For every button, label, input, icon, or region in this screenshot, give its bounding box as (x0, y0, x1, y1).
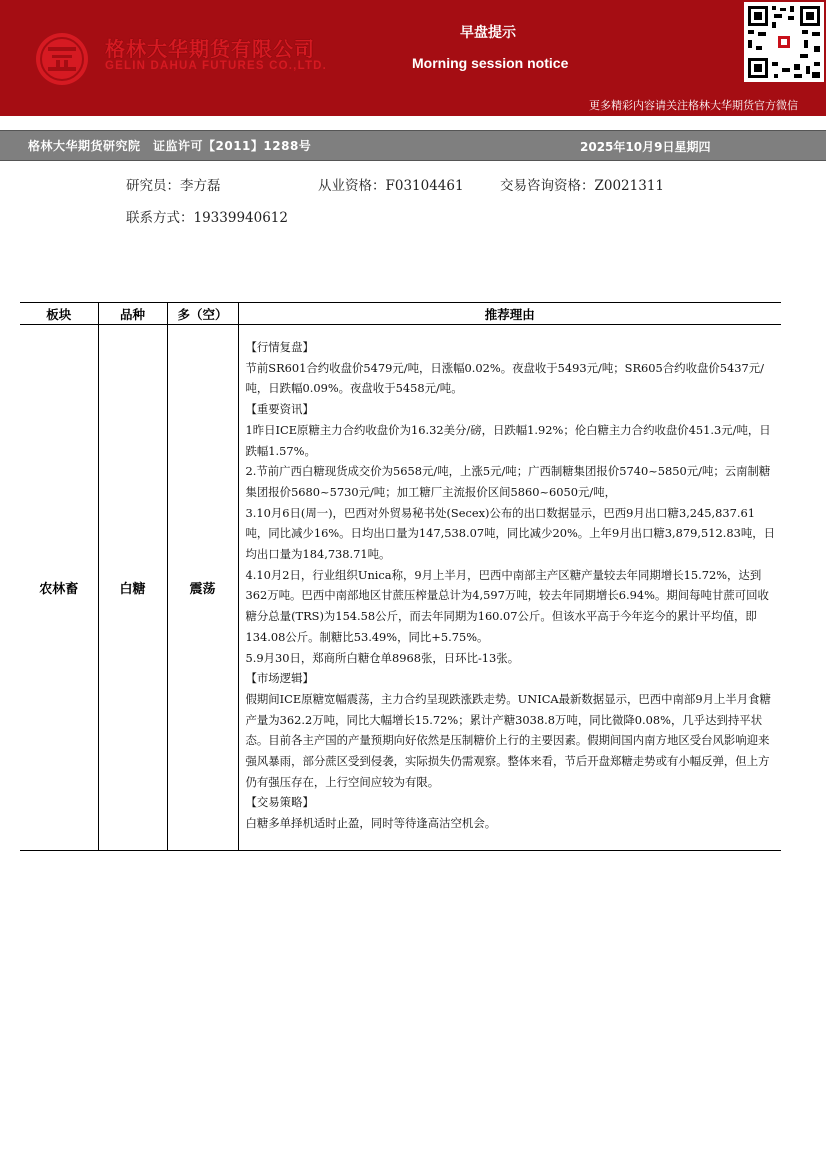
header-direction: 多（空） (167, 303, 238, 325)
recommendation-table (20, 302, 781, 851)
report-date: 2025年10月9日星期四 (580, 140, 711, 154)
reason-line: 【交易策略】 (245, 795, 314, 810)
header-sector: 板块 (20, 303, 98, 325)
reason-line: 3.10月6日(周一)，巴西对外贸易秘书处(Secex)公布的出口数据显示，巴西9月出口糖3,245,837.61吨，同比减少16%。日均出口量为147,538.07吨，同比减少20%。上年9月出口糖3,879,512.83吨，日均出口量为184,738.71吨。 (245, 505, 776, 562)
reason-line: 白糖多单择机适时止盈，同时等待逢高沽空机会。 (245, 816, 497, 831)
reason-line: 4.10月2日，行业组织Unica称，9月上半月，巴西中南部主产区糖产量较去年同期增长15.72%，达到362万吨。巴西中南部地区甘蔗压榨量总计为4,597万吨，较去年同期增长6.94%。期间每吨甘蔗可回收糖分总量(TRS)为154.58公斤，而去年同期为160.07公斤。但该水平高于今年迄今的累计平均值，即134.08公斤。制糖比53.49%，同比+5.75%。 (245, 567, 769, 644)
company-name-cn: 格林大华期货有限公司 (105, 37, 315, 61)
report-title-cn: 早盘提示 (460, 25, 516, 41)
reason-line: 5.9月30日，郑商所白糖仓单8968张，日环比-13张。 (245, 650, 520, 665)
reason-line: 假期间ICE原糖宽幅震荡，主力合约呈现跌涨跌走势。UNICA最新数据显示，巴西中南部9月上半月食糖产量为362.2万吨，同比大幅增长15.72%；累计产糖3038.8万吨，同比微降0.08%，几乎达到持平状态。目前各主产国的产量预期向好依然是压制糖价上行的主要因素。假期间国内南方地区受台风影响迎来强风暴雨，部分蔗区受到侵袭，实际损失仍需观察。整体来看，节后开盘郑糖走势或有小幅反弹，但上方仍有强压存在，上行空间应较为有限。 (245, 691, 771, 789)
institute-license: 格林大华期货研究院 证监许可【2011】1288号 (28, 139, 312, 153)
reason-line: 【行情复盘】 (245, 340, 314, 354)
header-product: 品种 (98, 303, 167, 325)
table-row (20, 325, 781, 851)
reason-line: 2.节前广西白糖现货成交价为5658元/吨，上涨5元/吨；广西制糖集团报价5740~5850元/吨；云南制糖集团报价5680~5730元/吨；加工糖厂主流报价区间5860~6050元/吨， (245, 464, 771, 499)
cell-product: 白糖 (98, 325, 167, 851)
table-header-row (20, 303, 781, 325)
cell-direction: 震荡 (167, 325, 238, 851)
qualification: 从业资格：F03104461 (318, 178, 464, 194)
reason-line: 【重要资讯】 (245, 402, 314, 417)
reason-line: 【市场逻辑】 (245, 671, 314, 686)
reason-line: 节前SR601合约收盘价5479元/吨，日涨幅0.02%。夜盘收于5493元/吨；SR605合约收盘价5437元/吨，日跌幅0.09%。夜盘收于5458元/吨。 (245, 360, 764, 396)
contact: 联系方式：19339940612 (126, 210, 288, 226)
cell-reason (238, 325, 781, 851)
consult-qualification: 交易咨询资格：Z0021311 (500, 178, 665, 194)
wechat-qr-code-icon (744, 2, 824, 82)
follow-wechat-text: 更多精彩内容请关注格林大华期货官方微信 (589, 99, 798, 112)
top-banner (0, 0, 826, 116)
researcher: 研究员：李方磊 (126, 178, 221, 194)
reason-line: 1昨日ICE原糖主力合约收盘价为16.32美分/磅，日跌幅1.92%；伦白糖主力合约收盘价451.3元/吨，日跌幅1.57%。 (245, 422, 771, 458)
cell-sector: 农林畜 (20, 325, 98, 851)
company-logo-icon (34, 31, 90, 87)
header-reason: 推荐理由 (238, 303, 781, 325)
report-title-en: Morning session notice (412, 55, 569, 71)
info-bar (0, 130, 826, 161)
company-name-en: GELIN DAHUA FUTURES CO.,LTD. (105, 60, 328, 72)
